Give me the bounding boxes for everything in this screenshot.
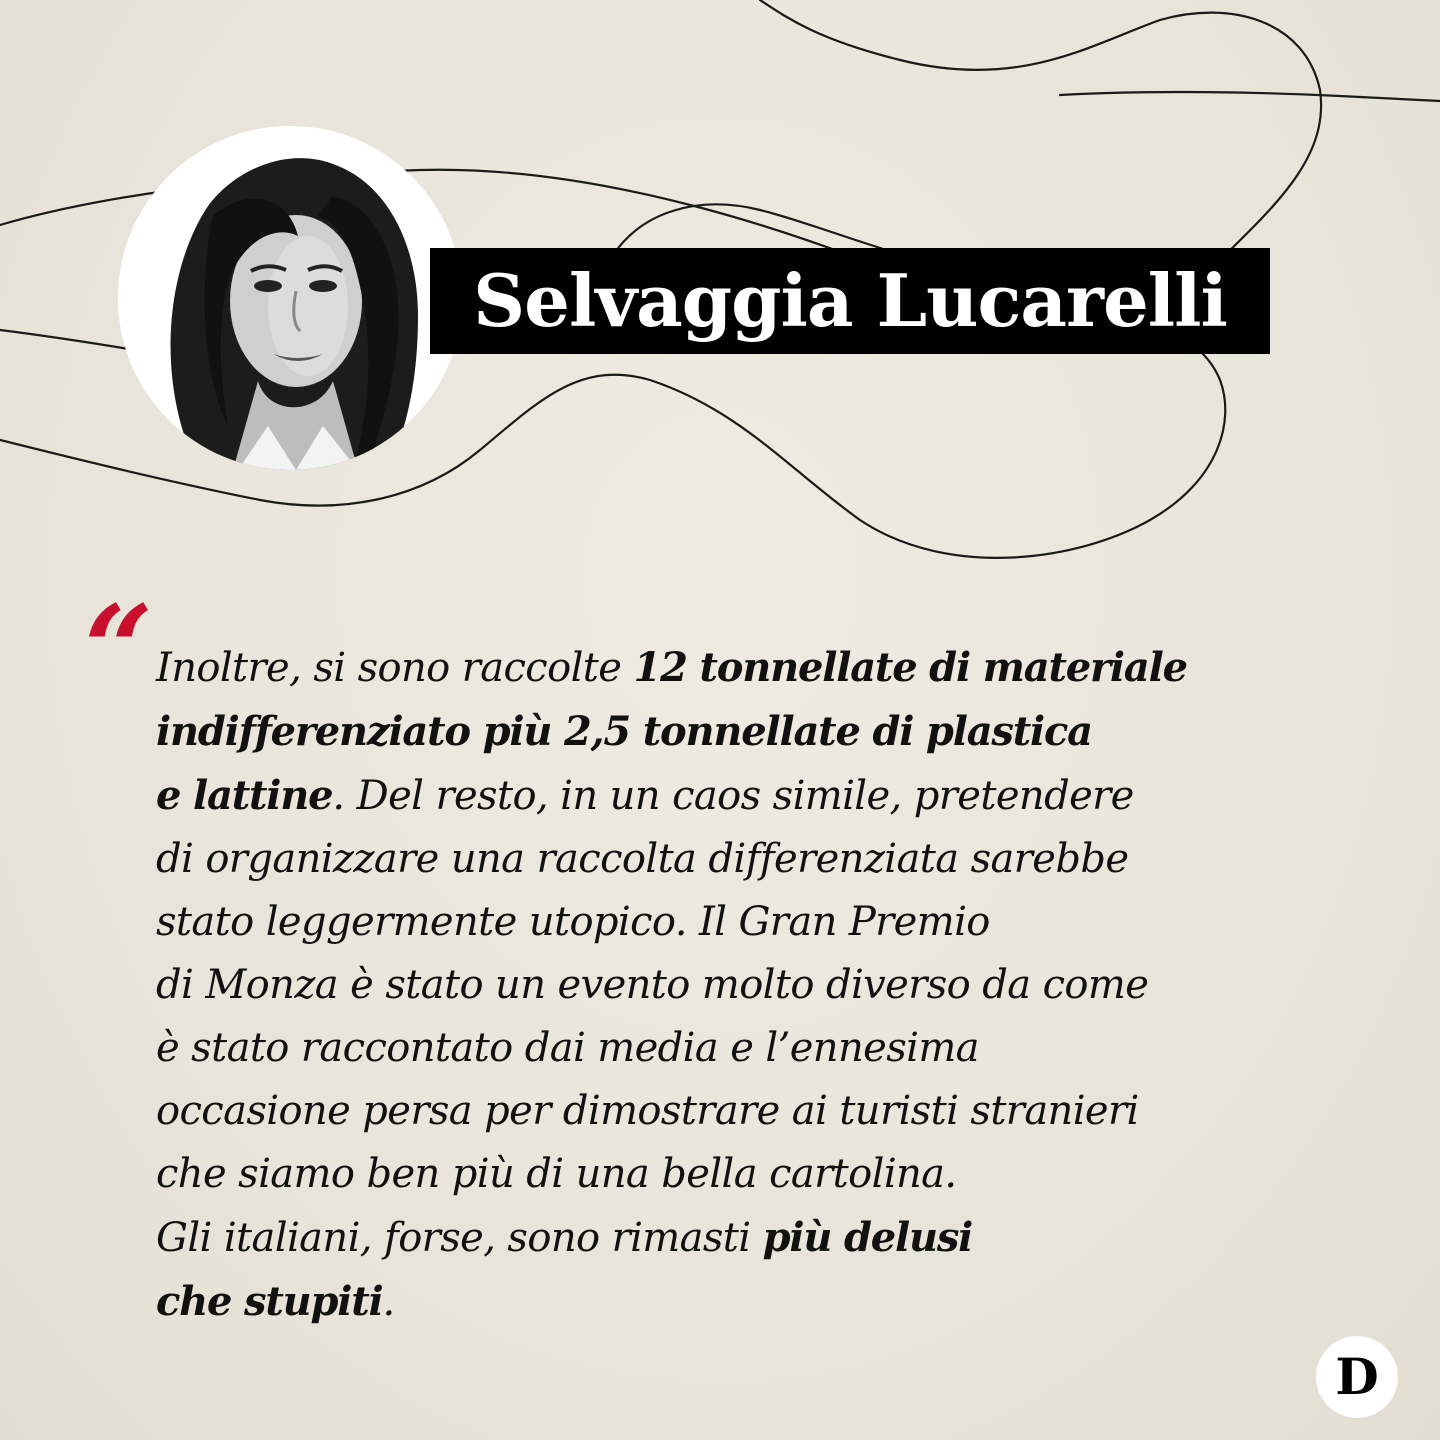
quote-segment: . (382, 1279, 395, 1325)
quote-line (156, 636, 1386, 700)
quote-line (156, 1206, 1386, 1270)
author-name: Selvaggia Lucarelli (473, 258, 1227, 343)
quote-segment: è stato raccontato dai media e l’ennesima (156, 1025, 979, 1071)
brand-letter: D (1335, 1347, 1379, 1406)
quote-line (156, 891, 1386, 954)
quote-segment: Inoltre, si sono raccolte (156, 645, 634, 691)
quote-highlight: e lattine (156, 772, 333, 819)
quote-line (156, 828, 1386, 891)
quote-line (156, 1080, 1386, 1143)
author-portrait (118, 126, 462, 470)
quote-line (156, 764, 1386, 828)
quote-segment: . Del resto, in un caos simile, pretendere (332, 773, 1134, 819)
domani-logo-icon (1316, 1336, 1398, 1418)
quote-highlight: più delusi (762, 1214, 973, 1261)
quote-text (156, 636, 1386, 1334)
quote-highlight: indifferenziato più 2,5 tonnellate di plastica (156, 708, 1092, 755)
quote-segment: di organizzare una raccolta differenziata sarebbe (156, 836, 1129, 882)
opening-quote-icon: “ (84, 579, 154, 720)
quote-segment: occasione persa per dimostrare ai turisti stranieri (156, 1088, 1139, 1134)
quote-segment: di Monza è stato un evento molto diverso da come (156, 962, 1149, 1008)
quote-highlight: 12 tonnellate di materiale (633, 644, 1187, 691)
quote-highlight: che stupiti (156, 1278, 383, 1325)
quote-segment: Gli italiani, forse, sono rimasti (156, 1215, 763, 1261)
quote-line (156, 954, 1386, 1017)
quote-line (156, 700, 1386, 764)
quote-segment: stato leggermente utopico. Il Gran Premio (156, 899, 990, 945)
quote-line (156, 1143, 1386, 1206)
quote-segment: che siamo ben più di una bella cartolina. (156, 1151, 957, 1197)
quote-line (156, 1017, 1386, 1080)
quote-line (156, 1270, 1386, 1334)
author-name-box (430, 248, 1270, 354)
